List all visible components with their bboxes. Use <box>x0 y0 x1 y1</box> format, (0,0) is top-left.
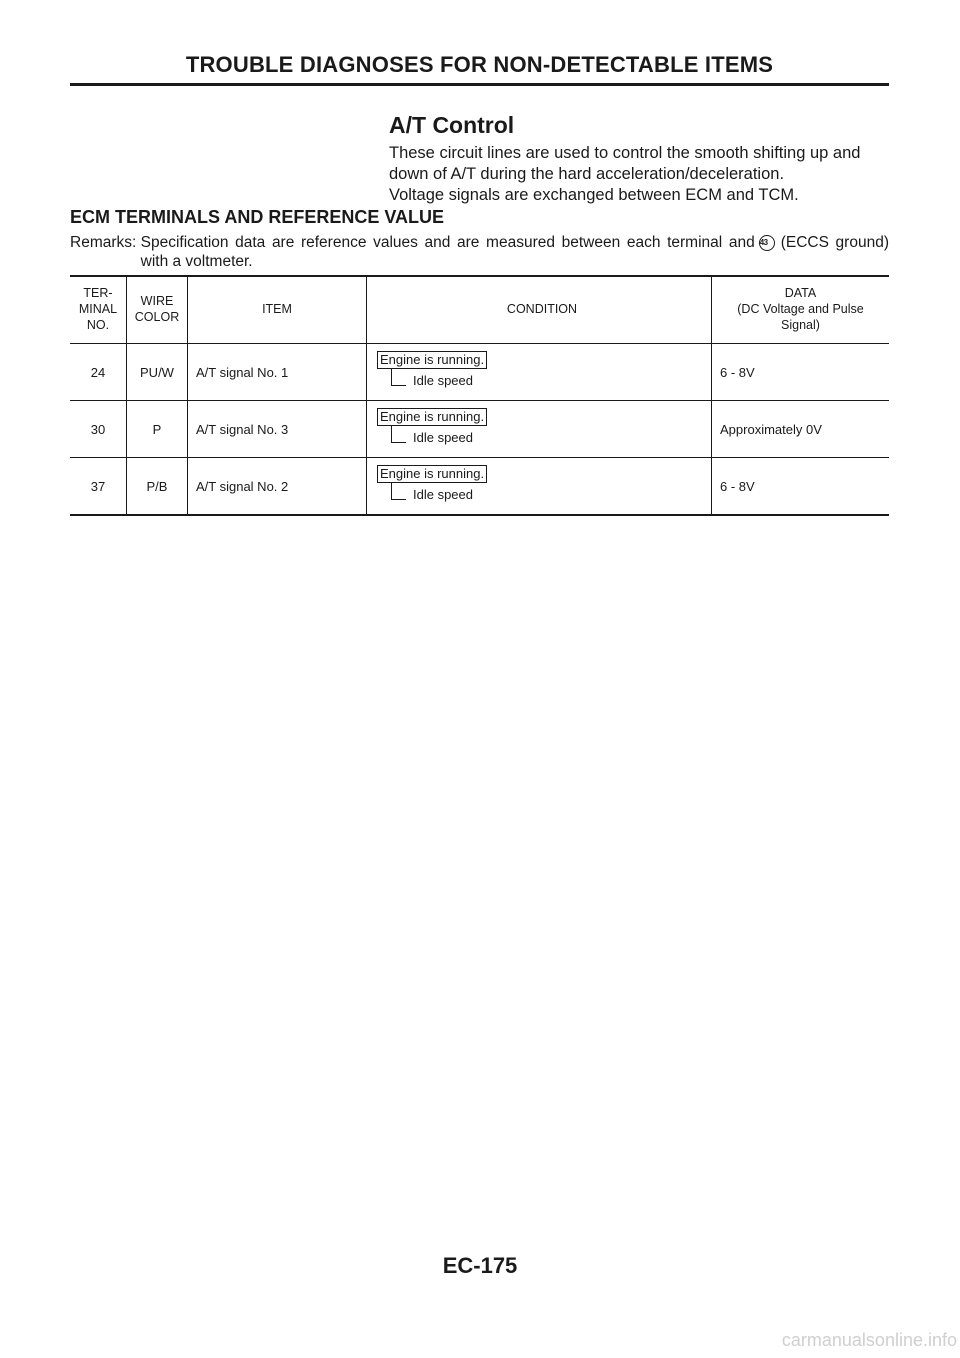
page-number: EC-175 <box>442 1253 518 1278</box>
condition-sub: Idle speed <box>413 487 473 502</box>
watermark: carmanualsonline.info <box>781 1330 957 1350</box>
header-terminal-line: TER- <box>83 286 113 300</box>
table-row <box>70 401 889 458</box>
subsection-title: ECM TERMINALS AND REFERENCE VALUE <box>70 207 445 227</box>
cell-terminal: 30 <box>70 401 127 458</box>
cell-item: A/T signal No. 1 <box>188 344 367 401</box>
header-wire-color <box>127 276 188 344</box>
header-terminal-line: MINAL <box>78 302 118 316</box>
condition-branch-icon <box>391 426 406 443</box>
cell-data: Approximately 0V <box>712 401 890 458</box>
cell-condition <box>367 344 712 401</box>
header-divider <box>70 83 889 86</box>
condition-sub: Idle speed <box>413 373 473 388</box>
table-row <box>70 344 889 401</box>
cell-condition <box>367 401 712 458</box>
ecm-terminal-reference-table <box>70 275 889 516</box>
header-condition: CONDITION <box>367 276 712 344</box>
cell-terminal: 24 <box>70 344 127 401</box>
cell-item: A/T signal No. 2 <box>188 458 367 516</box>
table-header-row <box>70 276 889 344</box>
header-wire-line: COLOR <box>134 310 180 324</box>
header-terminal-line: NO. <box>86 318 110 332</box>
cell-condition <box>367 458 712 516</box>
header-terminal-no <box>70 276 127 344</box>
section-description <box>389 143 889 206</box>
cell-wire-color: P <box>127 401 188 458</box>
description-line: These circuit lines are used to control the smooth shifting up and <box>389 144 861 162</box>
cell-wire-color: PU/W <box>127 344 188 401</box>
ground-terminal-number: 43 <box>759 237 768 247</box>
condition-branch-icon <box>391 483 406 500</box>
remarks <box>70 233 889 271</box>
cell-data: 6 - 8V <box>712 458 890 516</box>
cell-item: A/T signal No. 3 <box>188 401 367 458</box>
page-header-title: TROUBLE DIAGNOSES FOR NON-DETECTABLE ITEMS <box>185 52 774 77</box>
condition-sub: Idle speed <box>413 430 473 445</box>
header-data <box>712 276 890 344</box>
cell-terminal: 37 <box>90 478 106 494</box>
description-line: Voltage signals are exchanged between ECM and TCM. <box>389 186 799 204</box>
cell-wire-color: P/B <box>127 458 188 516</box>
header-data-line: (DC Voltage and Pulse <box>737 302 864 316</box>
header-wire-line: WIRE <box>140 294 174 308</box>
condition-main: Engine is running. <box>377 465 487 483</box>
ground-terminal-icon <box>759 235 775 251</box>
remarks-text-after: (ECCS ground) with a voltmeter. <box>140 234 889 270</box>
cell-data: 6 - 8V <box>712 344 890 401</box>
remarks-label: Remarks: <box>70 234 141 251</box>
remarks-text-before: Specification data are reference values and are measured between each terminal and <box>140 234 755 251</box>
condition-main: Engine is running. <box>377 408 487 426</box>
header-data-line: DATA <box>784 286 817 300</box>
header-item: ITEM <box>188 276 367 344</box>
description-line: down of A/T during the hard acceleration/deceleration. <box>389 165 785 183</box>
table-row <box>70 458 889 516</box>
condition-main: Engine is running. <box>377 351 487 369</box>
condition-branch-icon <box>391 369 406 386</box>
remarks-text <box>141 233 889 271</box>
section-title: A/T Control <box>389 112 515 138</box>
header-data-line: Signal) <box>781 318 820 332</box>
